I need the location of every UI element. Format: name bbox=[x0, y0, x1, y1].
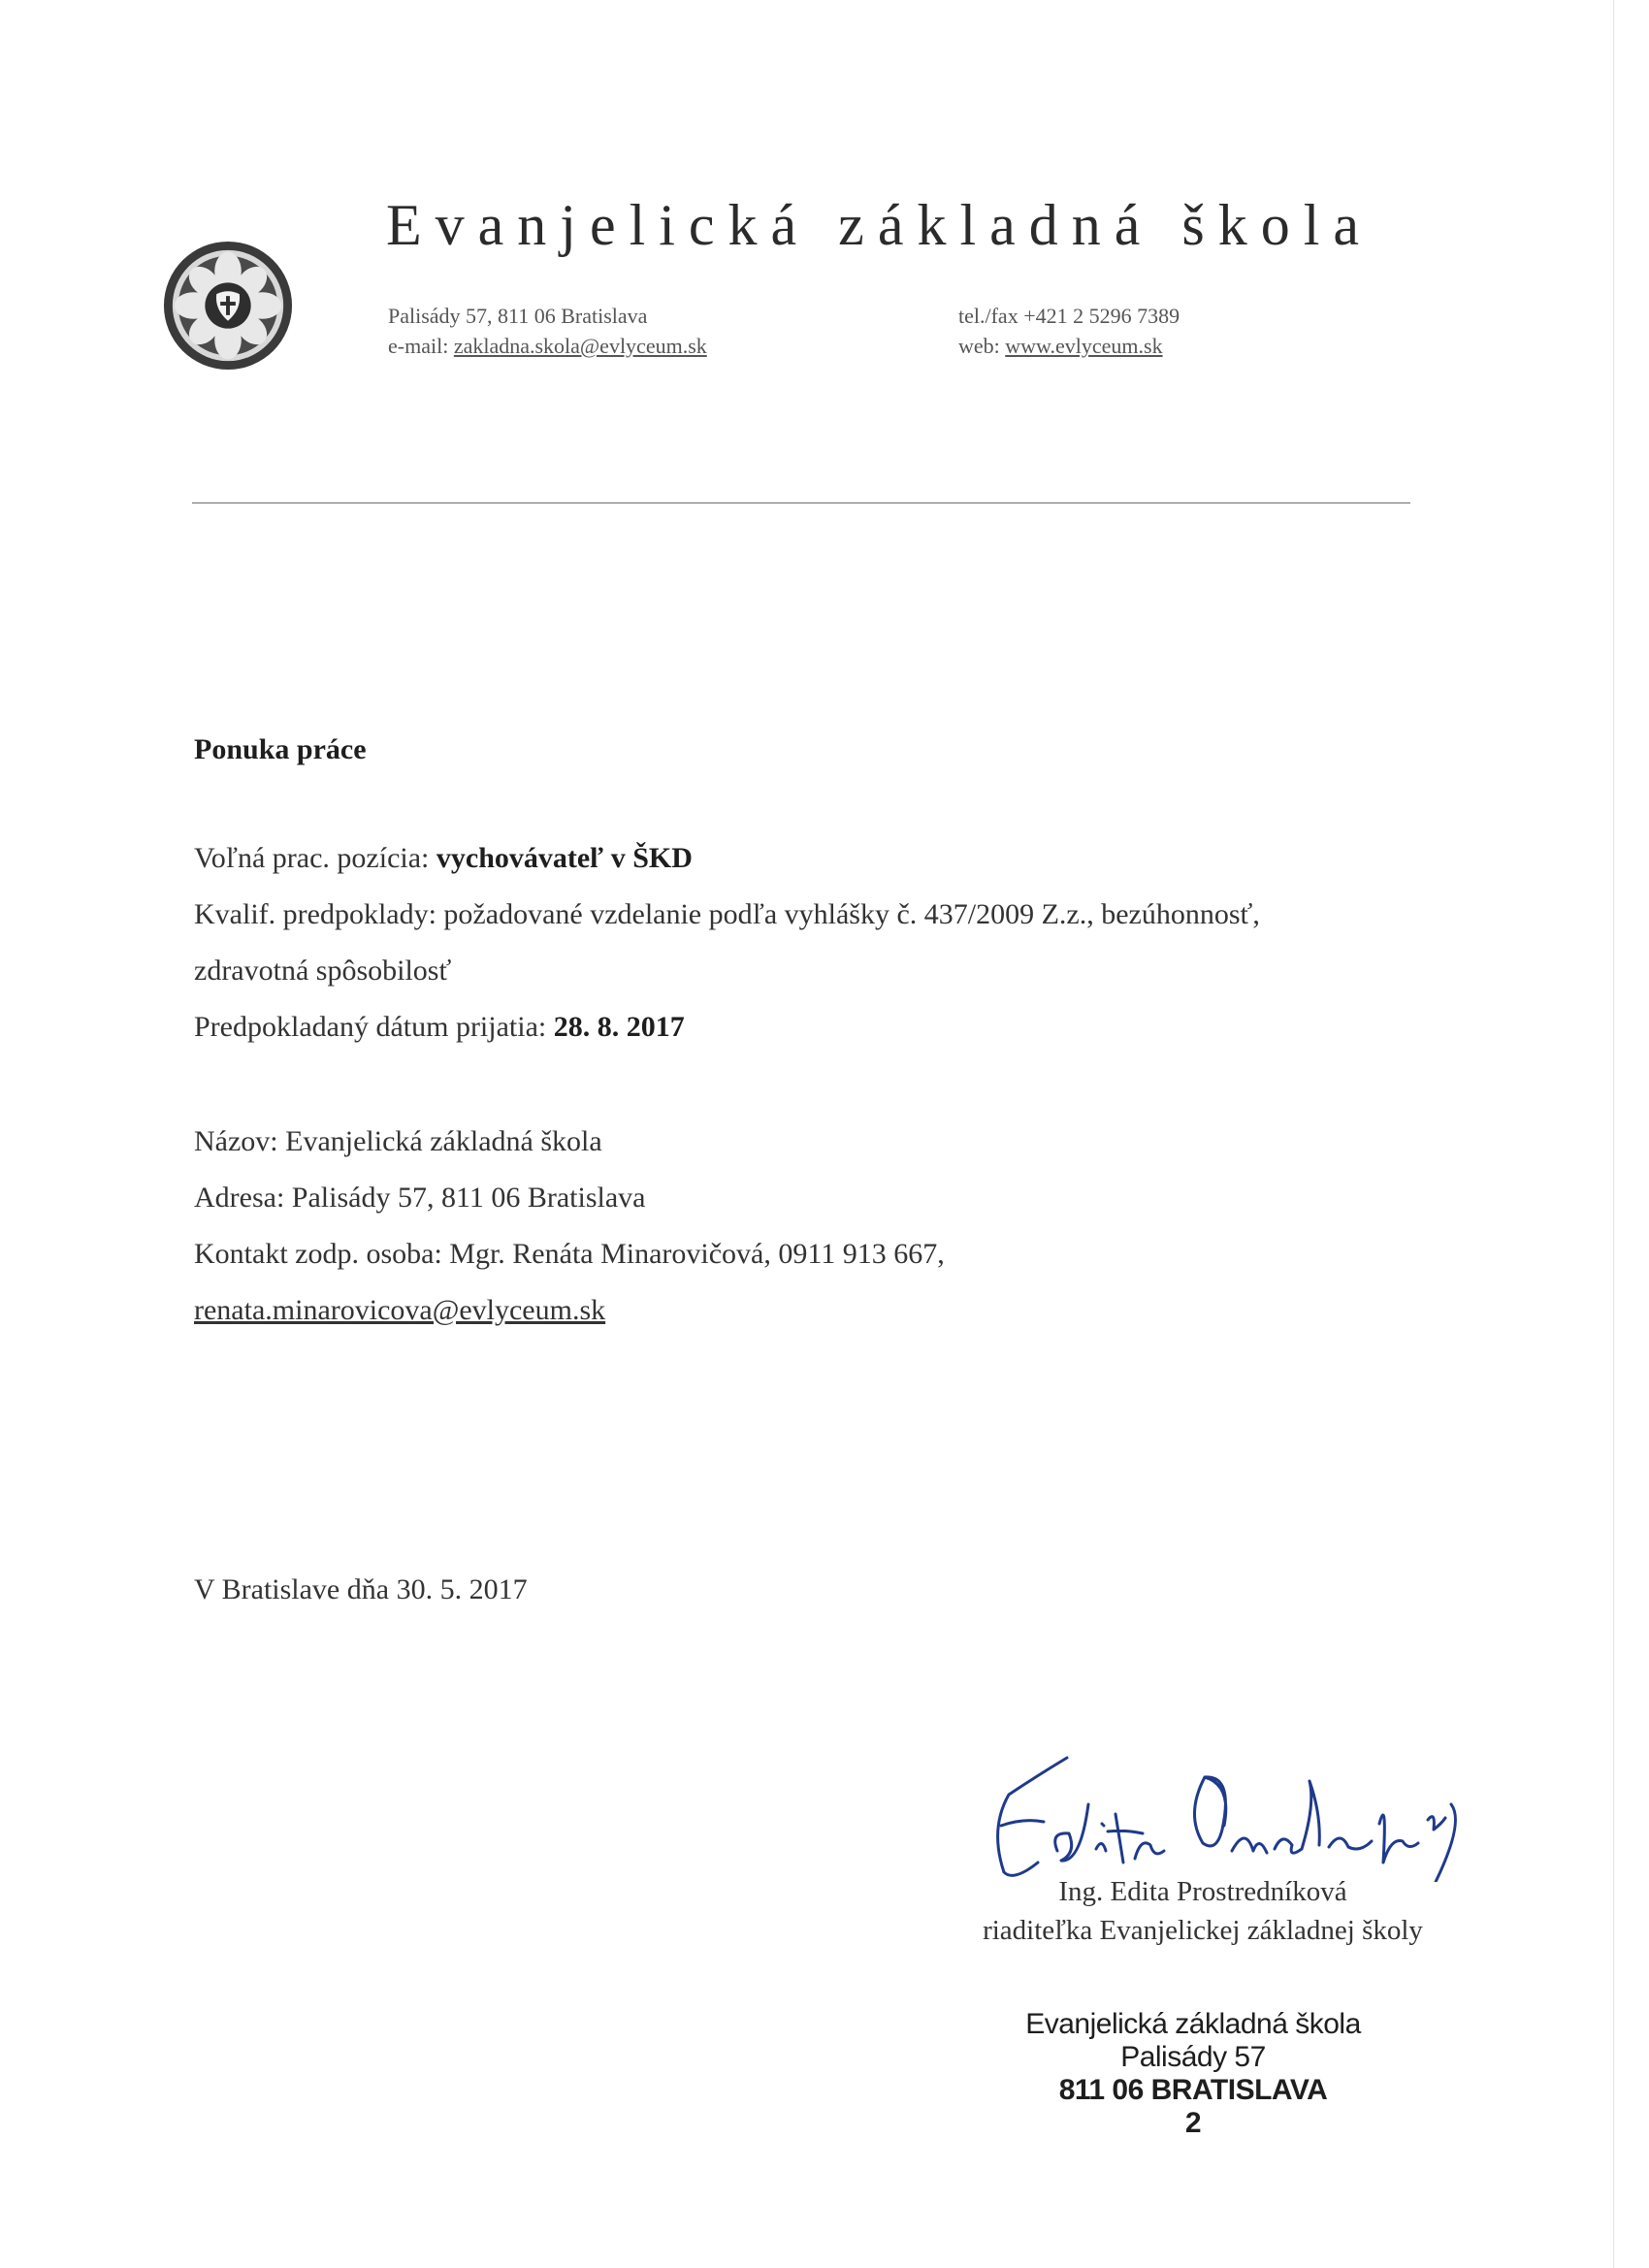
letterhead-phone: tel./fax +421 2 5296 7389 bbox=[958, 304, 1180, 328]
letterhead-email-row bbox=[388, 331, 707, 361]
start-date-label: Predpokladaný dátum prijatia: bbox=[194, 1011, 554, 1043]
letterhead-contact-right bbox=[958, 301, 1180, 361]
letterhead-contact-left bbox=[388, 301, 707, 361]
position-value: vychovávateľ v ŠKD bbox=[436, 842, 693, 874]
stamp-line-city: 811 06 BRATISLAVA bbox=[1058, 2074, 1328, 2106]
letterhead-address: Palisády 57, 811 06 Bratislava bbox=[388, 304, 648, 328]
stamp-line-number: 2 bbox=[1184, 2107, 1202, 2139]
start-date-value: 28. 8. 2017 bbox=[553, 1011, 685, 1043]
document-heading: Ponuka práce bbox=[194, 733, 367, 765]
school-seal-logo bbox=[161, 239, 295, 373]
stamp-line-school: Evanjelická základná škola bbox=[1025, 2008, 1361, 2040]
letterhead-web-row bbox=[958, 331, 1180, 361]
email-label: e-mail: bbox=[388, 334, 454, 358]
handwritten-signature bbox=[980, 1736, 1484, 1882]
place-and-date: V Bratislave dňa 30. 5. 2017 bbox=[194, 1573, 528, 1605]
stamp-line-street: Palisády 57 bbox=[1120, 2041, 1266, 2073]
position-line bbox=[194, 842, 693, 875]
signer-title: riaditeľka Evanjelickej základnej školy bbox=[983, 1915, 1423, 1946]
employer-contact-email-row bbox=[194, 1294, 605, 1327]
contact-email-link[interactable]: renata.minarovicova@evlyceum.sk bbox=[194, 1294, 606, 1326]
position-label: Voľná prac. pozícia: bbox=[194, 842, 436, 874]
employer-name: Názov: Evanjelická základná škola bbox=[194, 1125, 602, 1157]
school-name-title: Evanjelická základná škola bbox=[386, 193, 1374, 257]
employer-address: Adresa: Palisády 57, 811 06 Bratislava bbox=[194, 1182, 646, 1214]
qualifications-line-1: Kvalif. predpoklady: požadované vzdelanie podľa vyhlášky č. 437/2009 Z.z., bezúhonnosť, bbox=[194, 898, 1260, 930]
start-date-line bbox=[194, 1011, 685, 1044]
employer-contact: Kontakt zodp. osoba: Mgr. Renáta Minarovičová, 0911 913 667, bbox=[194, 1238, 945, 1270]
header-divider bbox=[192, 502, 1410, 503]
qualifications-line-2: zdravotná spôsobilosť bbox=[194, 955, 452, 987]
letterhead-email-link[interactable]: zakladna.skola@evlyceum.sk bbox=[453, 334, 707, 358]
letterhead-web-link[interactable]: www.evlyceum.sk bbox=[1005, 334, 1163, 358]
page-edge bbox=[1613, 0, 1614, 2268]
signer-name: Ing. Edita Prostredníková bbox=[1058, 1876, 1347, 1907]
web-label: web: bbox=[958, 334, 1006, 358]
